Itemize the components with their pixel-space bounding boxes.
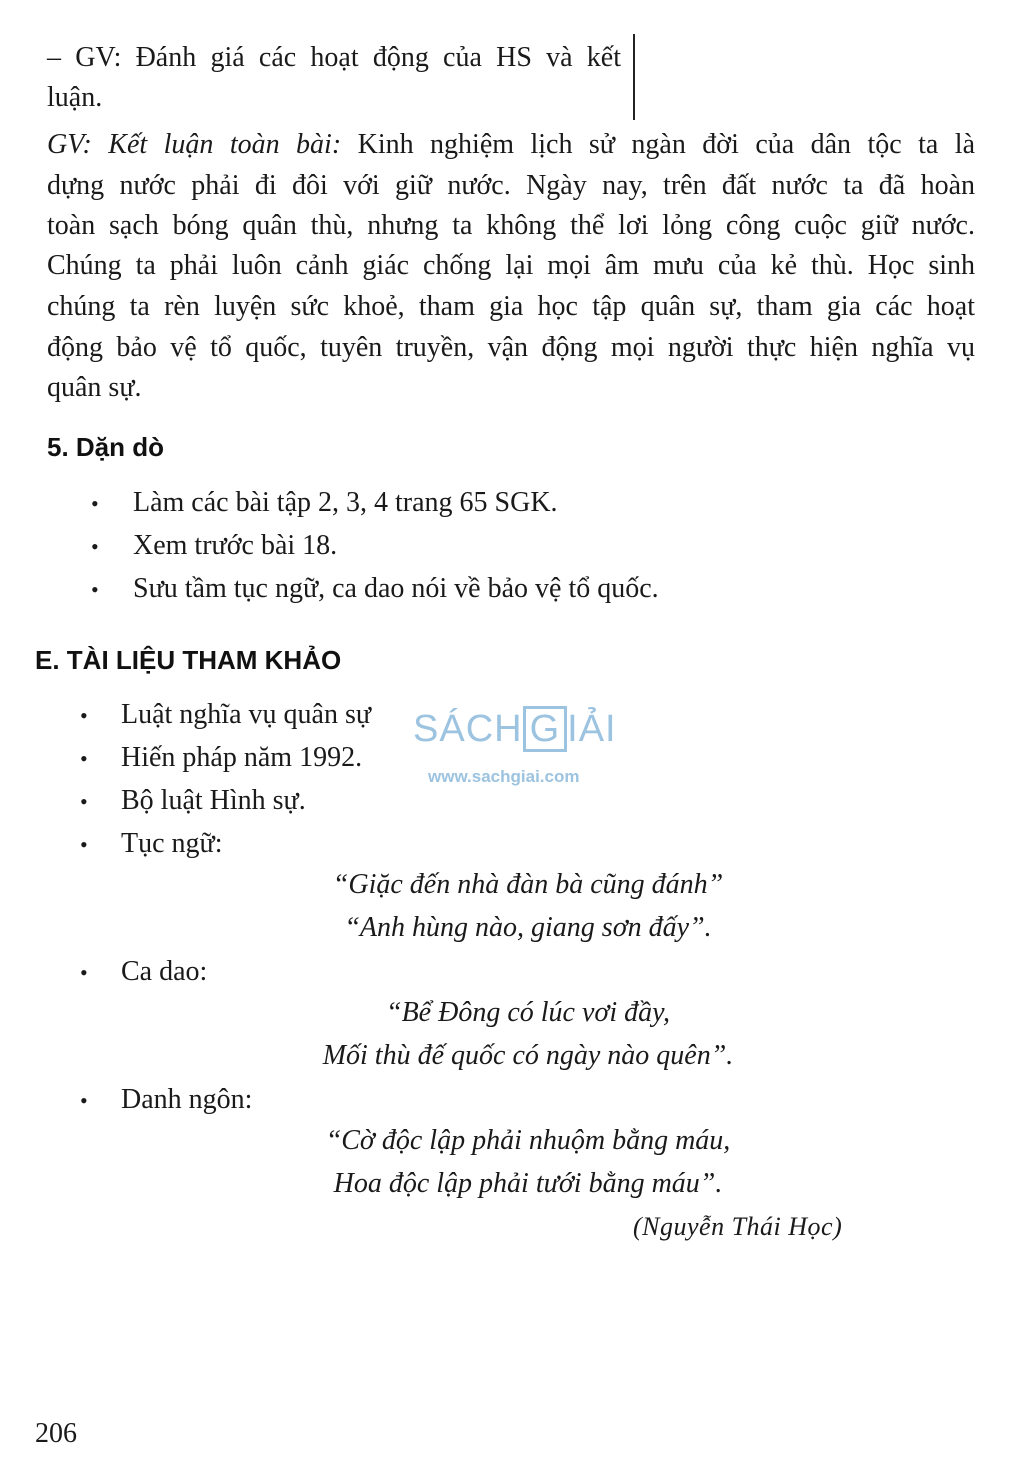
reference-item-2: Hiến pháp năm 1992. xyxy=(121,742,363,773)
watermark-brand-right: IẢI xyxy=(567,708,617,750)
watermark-url: www.sachgiai.com xyxy=(428,767,580,786)
proverb-line-2: “Anh hùng nào, giang sơn đấy”. xyxy=(344,912,712,943)
bullet-dot: • xyxy=(80,1088,88,1113)
quote-line-2: Hoa độc lập phải tưới bằng máu”. xyxy=(333,1168,723,1199)
bullet-dot: • xyxy=(91,491,99,516)
gv-evaluate-line: – GV: Đánh giá các hoạt động của HS và kết xyxy=(47,42,621,73)
homework-item-1: Làm các bài tập 2, 3, 4 trang 65 SGK. xyxy=(133,487,558,518)
conclusion-line-1 xyxy=(47,125,975,165)
bullet-dot: • xyxy=(80,832,88,857)
gv-evaluate-line-end: luận. xyxy=(47,82,103,113)
conclusion-line-4: Chúng ta phải luôn cảnh giác chống lại mọi âm mưu của kẻ thù. Học sinh xyxy=(47,250,975,281)
reference-item-6: Danh ngôn: xyxy=(121,1084,253,1115)
conclusion-line-7: quân sự. xyxy=(47,372,142,403)
homework-item-3: Sưu tầm tục ngữ, ca dao nói về bảo vệ tổ quốc. xyxy=(133,573,659,604)
reference-item-4: Tục ngữ: xyxy=(121,828,223,859)
reference-item-1: Luật nghĩa vụ quân sự xyxy=(121,699,372,730)
section-5-title: 5. Dặn dò xyxy=(47,432,165,462)
bullet-dot: • xyxy=(80,960,88,985)
conclusion-line-3: toàn sạch bóng quân thù, nhưng ta không thể lơi lỏng công cuộc giữ nước. xyxy=(47,210,975,241)
bullet-dot: • xyxy=(80,703,88,728)
folk-verse-line-2: Mối thù đế quốc có ngày nào quên”. xyxy=(322,1040,734,1071)
bullet-dot: • xyxy=(80,789,88,814)
proverb-line-1: “Giặc đến nhà đàn bà cũng đánh” xyxy=(332,869,724,900)
folk-verse-line-1: “Bể Đông có lúc vơi đầy, xyxy=(386,997,670,1028)
bullet-dot: • xyxy=(80,746,88,771)
conclusion-text: Kinh nghiệm lịch sử ngàn đời của dân tộc ta là xyxy=(341,129,976,160)
column-divider xyxy=(633,34,635,120)
quote-attribution: (Nguyễn Thái Học) xyxy=(633,1212,843,1241)
conclusion-line-2: dựng nước phải đi đôi với giữ nước. Ngày nay, trên đất nước ta đã hoàn xyxy=(47,170,975,201)
watermark-logo xyxy=(413,706,617,752)
watermark-brand-g: G xyxy=(523,706,568,752)
reference-item-3: Bộ luật Hình sự. xyxy=(121,785,306,816)
bullet-dot: • xyxy=(91,534,99,559)
bullet-dot: • xyxy=(91,577,99,602)
conclusion-line-5: chúng ta rèn luyện sức khoẻ, tham gia học tập quân sự, tham gia các hoạt xyxy=(47,291,975,322)
watermark-brand-left: SÁCH xyxy=(413,708,523,750)
conclusion-label: GV: Kết luận toàn bài: xyxy=(47,129,342,160)
section-e-title: E. TÀI LIỆU THAM KHẢO xyxy=(35,645,342,675)
conclusion-line-6: động bảo vệ tổ quốc, tuyên truyền, vận động mọi người thực hiện nghĩa vụ xyxy=(47,332,975,363)
homework-item-2: Xem trước bài 18. xyxy=(133,530,338,561)
quote-line-1: “Cờ độc lập phải nhuộm bằng máu, xyxy=(325,1125,731,1156)
reference-item-5: Ca dao: xyxy=(121,956,208,987)
page-number: 206 xyxy=(35,1418,77,1449)
